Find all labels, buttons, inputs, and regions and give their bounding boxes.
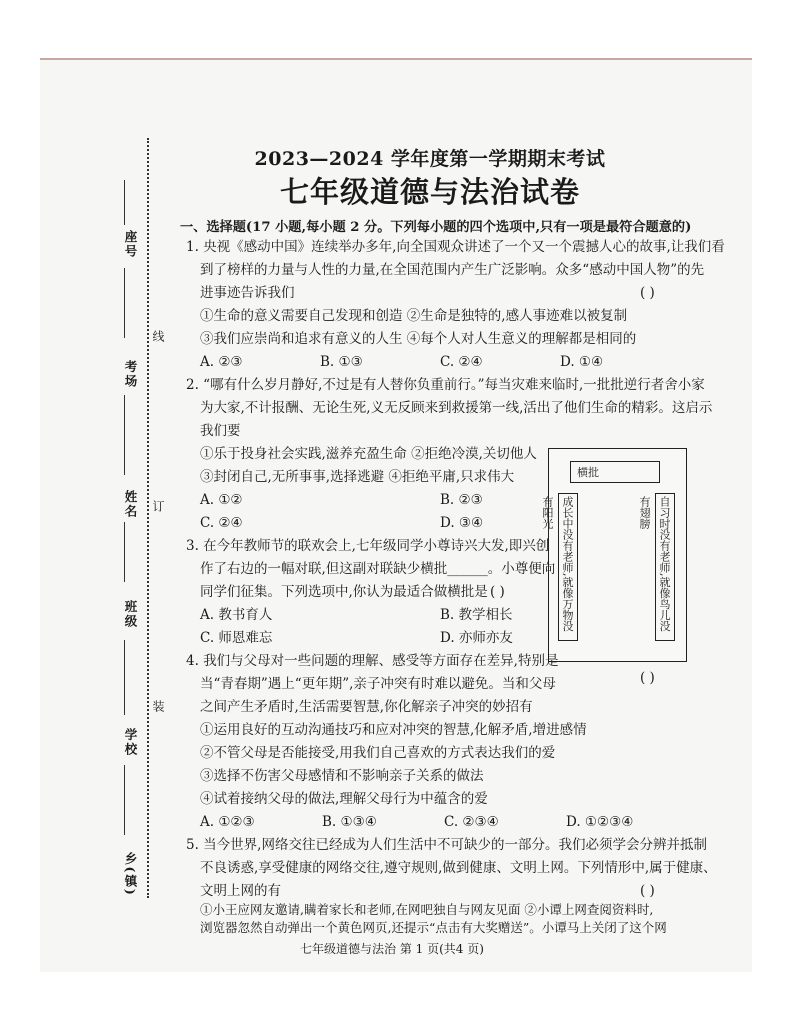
q1-answer-bracket: ( ) (640, 285, 655, 301)
q4-line3: 之间产生矛盾时,生活需要智慧,你化解亲子冲突的妙招有 (200, 699, 533, 715)
q4-option-1: ①运用良好的互动沟通技巧和应对冲突的智慧,化解矛盾,增进感情 (200, 722, 587, 738)
class-label: 班级 (123, 600, 138, 629)
town-label: 乡(镇) (123, 852, 138, 897)
q5-line3: 文明上网的有 (200, 883, 281, 899)
q5-line1: 5. 当今世界,网络交往已经成为人们生活中不可缺少的一部分。我们必须学会分辨并抵制 (186, 837, 707, 853)
q3-choice-c: C. 师恩难忘 (200, 630, 273, 646)
q1-choice-d: D. ①④ (560, 354, 604, 370)
cut-line-mark: 线 (151, 330, 165, 342)
q4-choice-a: A. ①②③ (200, 814, 255, 830)
q3-line1: 3. 在今年教师节的联欢会上,七年级同学小尊诗兴大发,即兴创 (186, 538, 550, 554)
q3-line3: 同学们征集。下列选项中,你认为最适合做横批是 (200, 584, 488, 600)
name-label: 姓名 (123, 490, 138, 519)
seat-label: 座号 (123, 230, 138, 259)
q3-choice-d: D. 亦师亦友 (440, 630, 513, 646)
q5-option-1: ①小王应网友邀请,瞒着家长和老师,在网吧独自与网友见面 ②小谭上网查阅资料时, (200, 902, 654, 917)
q2-choice-a: A. ①② (200, 492, 243, 508)
q3-answer-bracket: ( ) (490, 584, 505, 600)
exam-main-title: 七年级道德与法治试卷 (279, 175, 580, 209)
q4-option-4: ④试着接纳父母的做法,理解父母行为中蕴含的爱 (200, 791, 488, 807)
q1-choice-a: A. ②③ (200, 354, 243, 370)
q2-option-2: ③封闭自己,无所事事,选择逃避 ④拒绝平庸,只求伟大 (200, 469, 515, 485)
q4-choice-c: C. ②③④ (444, 814, 499, 830)
town-fill-line (124, 765, 125, 835)
q1-line2: 到了榜样的力量与人性的力量,在全国范围内产生广泛影响。众多“感动中国人物”的先 (200, 262, 705, 278)
q3-line2: 作了右边的一幅对联,但这副对联缺少横批______。小尊便向 (200, 561, 556, 577)
q2-line3: 我们要 (200, 423, 241, 439)
couplet-right-scroll: 自习时没有老师,就像鸟儿没有翅膀 (655, 493, 675, 641)
q5-option-2: 浏览器忽然自动弹出一个黄色网页,还提示“点击有大奖赠送”。小谭马上关闭了这个网 (200, 920, 667, 935)
q2-choice-d: D. ③④ (440, 515, 484, 531)
q5-answer-bracket: ( ) (640, 883, 655, 899)
hengpi-box (570, 461, 660, 483)
school-label: 学校 (123, 728, 138, 757)
q1-option-2: ③我们应崇尚和追求有意义的人生 ④每个人对人生意义的理解都是相同的 (200, 331, 637, 347)
couplet-left-scroll: 成长中没有老师,就像万物没有阳光 (558, 493, 578, 641)
q4-line2: 当“青春期”遇上“更年期”,亲子冲突有时难以避免。当和父母 (200, 676, 556, 692)
cut-zhuang-mark: 装 (151, 700, 165, 712)
class-fill-line (124, 522, 125, 582)
binding-dotted-line (147, 138, 149, 898)
school-fill-line (124, 640, 125, 715)
couplet-illustration (541, 448, 687, 662)
q1-choice-b: B. ①③ (320, 354, 363, 370)
room-fill-line (124, 268, 125, 338)
q2-option-1: ①乐于投身社会实践,滋养充盈生命 ②拒绝冷漠,关切他人 (200, 446, 537, 462)
name-fill-line (124, 395, 125, 475)
section-heading: 一、选择题(17 小题,每小题 2 分。下列每小题的四个选项中,只有一项是最符合题意的) (180, 220, 692, 235)
seat-fill-line (124, 180, 125, 225)
q1-line3: 进事迹告诉我们 (200, 285, 295, 301)
q1-option-1: ①生命的意义需要自己发现和创造 ②生命是独特的,感人事迹难以被复制 (200, 308, 628, 324)
q2-line2: 为大家,不计报酬、无论生死,义无反顾来到救援第一线,活出了他们生命的精彩。这启示 (200, 400, 713, 416)
q4-choice-b: B. ①③④ (322, 814, 377, 830)
q3-choice-a: A. 教书育人 (200, 607, 273, 623)
q4-answer-bracket: ( ) (640, 670, 655, 686)
hengpi-label: 横批 (577, 466, 599, 479)
q2-line1: 2. “哪有什么岁月静好,不过是有人替你负重前行。”每当灾难来临时,一批批逆行者舍小家 (186, 377, 705, 393)
q4-choice-d: D. ①②③④ (566, 814, 634, 830)
room-label: 考场 (123, 360, 138, 389)
q4-line1: 4. 我们与父母对一些问题的理解、感受等方面存在差异,特别是 (186, 653, 559, 669)
page-footer: 七年级道德与法治 第 1 页(共4 页) (300, 942, 484, 956)
q3-choice-b: B. 教学相长 (440, 607, 513, 623)
q2-choice-c: C. ②④ (200, 515, 243, 531)
q4-option-3: ③选择不伤害父母感情和不影响亲子关系的做法 (200, 768, 484, 784)
q2-choice-b: B. ②③ (440, 492, 483, 508)
q1-line1: 1. 央视《感动中国》连续举办多年,向全国观众讲述了一个又一个震撼人心的故事,让我们看 (186, 239, 725, 255)
exam-year-title: 2023—2024 学年度第一学期期末考试 (254, 148, 606, 170)
q4-option-2: ②不管父母是否能接受,用我们自己喜欢的方式表达我们的爱 (200, 745, 556, 761)
q1-choice-c: C. ②④ (440, 354, 483, 370)
q5-line2: 不良诱惑,享受健康的网络交往,遵守规则,做到健康、文明上网。下列情形中,属于健康、 (200, 860, 717, 876)
cut-ding-mark: 订 (151, 500, 165, 512)
